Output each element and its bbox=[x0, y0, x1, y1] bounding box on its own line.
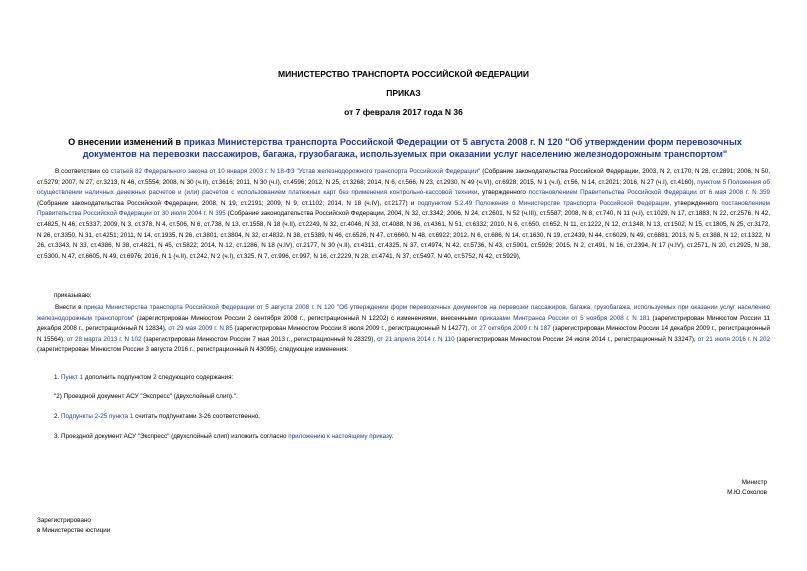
amendment-text: (зарегистрирован Минюстом России 11 декабря 2008 г., регистрационный N 12834), bbox=[37, 314, 770, 333]
amendment-text: (зарегистрирован Минюстом России 8 июля 2009 г., регистрационный N 14277), bbox=[232, 325, 472, 333]
item-text: считать подпунктами 3-26 соответственно. bbox=[133, 413, 261, 420]
item-text: 3. Проездной документ АСУ "Экспресс" (двухслойный слип) изложить согласно bbox=[54, 433, 289, 440]
ministry-regulation-link[interactable]: подпунктом 5.2.49 Положения о Министерстве транспорта Российской Федерации bbox=[417, 199, 670, 207]
order-102-link[interactable]: от 28 марта 2013 г. N 102 bbox=[66, 335, 142, 343]
document-type: ПРИКАЗ bbox=[386, 88, 421, 98]
amendment-text: (зарегистрирован Минюстом России 3 августа 2016 г., регистрационный N 43095), следующие изменения: bbox=[37, 346, 349, 354]
government-decree-395-link[interactable]: постановлением Правительства Российской Федерации от 30 июля 2004 г. N 395 bbox=[37, 199, 770, 218]
list-item bbox=[54, 413, 260, 420]
document-title bbox=[40, 136, 770, 160]
preamble-paragraph bbox=[37, 167, 770, 262]
title-order-link[interactable]: приказ Министерства транспорта Российской Федерации от 5 августа 2008 г. N 120 "Об утверждении форм перевозочных документов на перевозки пассажиров, багажа, грузобагажа, используемых при оказании услуг населению железнодорожным транспортом" bbox=[82, 137, 742, 159]
preamble-text: , утвержденного bbox=[477, 189, 529, 197]
title-text: О внесении изменений в bbox=[68, 137, 184, 147]
amendment-text: Внести в bbox=[55, 304, 84, 311]
preamble-text: , утвержденного bbox=[669, 199, 722, 207]
preamble-text: (Собрание законодательства Российской Федерации, 2004, N 32, ст.3342; 2006, N 24, ст.2601, N 52 (ч.III), ст.5587; 2008, N 8, ст.740, N 11 (ч.I), ст.1029, N 17, ст.1883, N 22, ст.2576, N 42, ст.4825, N 46, ст.5337; 2009, N 3, ст.378, N 4, ст.506, N 6, ст.738, N 13, ст.1558, N 18 (ч.II), ст.2249, N 32, ст.4046, N 33, ст.4088, N 36, ст.4361, N 51, ст.6332; 2010, N 6, ст.650, ст.652, N 11, ст.1222, N 12, ст.1348, N 13, ст.1502, N 15, ст.1805, N 25, ст.3172, N 26, ст.3350, N 31, ст.4251; 2011, N 14, ст.1935, N 26, ст.3801, ст.3804, N 32, ст.4832, N 38, ст.5389, N 46, ст.6526, N 47, ст.6660, N 48, ст.6922; 2012, N 6, ст.686, N 14, ст.1630, N 19, ст.2439, N 44, ст.6029, N 49, ст.6881; 2013, N 5, ст.388, N 12, ст.1322, N 26, ст.3343, N 33, ст.4386, N 38, ст.4821, N 45, ст.5822; 2014, N 12, ст.1286, N 18 (ч.IV), ст.2177, N 30 (ч.II), ст.4311, ст.4325, N 37, ст.4974, N 42, ст.5736, N 43, ст.5901, ст.5926; 2015, N 2, ст.491, N 16, ст.2394, N 17 (ч.IV), ст.2571, N 20, ст.2925, N 38, ст.5300, N 47, ст.6605, N 49, ст.6976; 2016, N 1 (ч.II), ст.242, N 2 (ч.I), ст.325, N 7, ст.996, ст.997, N 16, ст.2229, N 28, ст.4741, N 37, ст.5497, N 40, ст.5752, N 42, ст.5929), bbox=[37, 210, 770, 260]
order-85-link[interactable]: от 29 мая 2009 г. N 85 bbox=[168, 325, 233, 333]
preamble-text: (Собрание законодательства Российской Федерации, 2003, N 2, ст.170, N 28, ст.2891; 2006, N 50, ст.5279; 2007, N 27, ст.3213, N 46, ст.5554; 2008, N 30 (ч.II), ст.3616; 2011, N 30 (ч.I), ст.4596; 2012, N 25, ст.3268; 2014, N 6, ст.566, N 23, ст.2930, N 49 (ч.VI), ст.6928; 2015, N 1 (ч.I), ст.56, N 14, ст.2021; 2016, N 27 (ч.I), ст.4160), bbox=[37, 168, 771, 186]
amendment-text: (зарегистрирован Минюстом России 7 мая 2013 г., регистрационный N 28329), bbox=[141, 335, 378, 343]
registration-line: Зарегистрировано bbox=[37, 517, 91, 524]
law-article-link[interactable]: статьей 82 Федерального закона от 10 января 2003 г. N 18-ФЗ "Устав железнодорожного транспорта Российской Федерации" bbox=[110, 168, 481, 175]
ministry-heading: МИНИСТЕРСТВО ТРАНСПОРТА РОССИЙСКОЙ ФЕДЕРАЦИИ bbox=[278, 69, 529, 79]
preamble-text: В соответствии со bbox=[55, 168, 111, 175]
clause-1-link[interactable]: Пункт 1 bbox=[61, 374, 84, 381]
amended-order-link[interactable]: приказ Министерства транспорта Российской Федерации от 5 августа 2008 г. N 120 "Об утверждении форм перевозочных документов на перевозки пассажиров, багажа, грузобагажа, используемых при оказании услуг населению железнодорожным транспортом" bbox=[37, 304, 770, 322]
signatory-position: Министр bbox=[741, 479, 767, 486]
order-181-link[interactable]: приказами Минтранса России от 5 ноября 2008 г. N 181 bbox=[479, 314, 650, 322]
item-number: 1. bbox=[54, 374, 62, 381]
appendix-link[interactable]: приложению к настоящему приказу bbox=[288, 433, 392, 440]
order-word: приказываю: bbox=[54, 292, 92, 299]
order-110-link[interactable]: от 21 апреля 2014 г. N 110 bbox=[377, 335, 455, 343]
document-date-number: от 7 февраля 2017 года N 36 bbox=[344, 107, 463, 117]
quoted-subclause: "2) Проездной документ АСУ "Экспресс" (двухслойный слип).". bbox=[54, 393, 238, 400]
government-decree-359-link[interactable]: постановлением Правительства Российской Федерации от 6 мая 2008 г. N 359 bbox=[528, 189, 770, 197]
regulation-clause-link[interactable]: пунктом 5 Положения об осуществлении наличных денежных расчетов и (или) расчетов с использованием платежных карт без применения контрольно-кассовой техники bbox=[37, 178, 770, 197]
amendment-text: (зарегистрирован Минюстом России 24 июля 2014 г., регистрационный N 33247), bbox=[454, 335, 698, 343]
amendment-text: (зарегистрирован Минюстом России 2 сентября 2008 г., регистрационный N 12202) с изменениями, внесенными bbox=[134, 314, 480, 322]
item-text: . bbox=[391, 433, 394, 440]
item-number: 2. bbox=[54, 413, 62, 420]
signatory-name: М.Ю.Соколов bbox=[727, 489, 767, 496]
list-item bbox=[54, 433, 393, 440]
amendment-paragraph bbox=[37, 303, 770, 356]
preamble-text: (Собрание законодательства Российской Федерации, 2008, N 19, ст.2191; 2009, N 9, ст.1102; 2014, N 18 (ч.IV), ст.2177) и bbox=[37, 199, 418, 207]
order-187-link[interactable]: от 27 октября 2009 г. N 187 bbox=[471, 325, 551, 333]
amendment-text: (зарегистрирован Минюстом России 14 декабря 2009 г., регистрационный N 15564), bbox=[37, 325, 770, 343]
list-item bbox=[54, 374, 233, 381]
subclauses-link[interactable]: Подпункты 2-25 пункта 1 bbox=[61, 413, 134, 420]
order-202-link[interactable]: от 21 июля 2016 г. N 202 bbox=[697, 335, 770, 343]
item-text: дополнить подпунктом 2 следующего содержания: bbox=[83, 374, 234, 381]
registration-line: в Министерстве юстиции bbox=[37, 527, 111, 534]
